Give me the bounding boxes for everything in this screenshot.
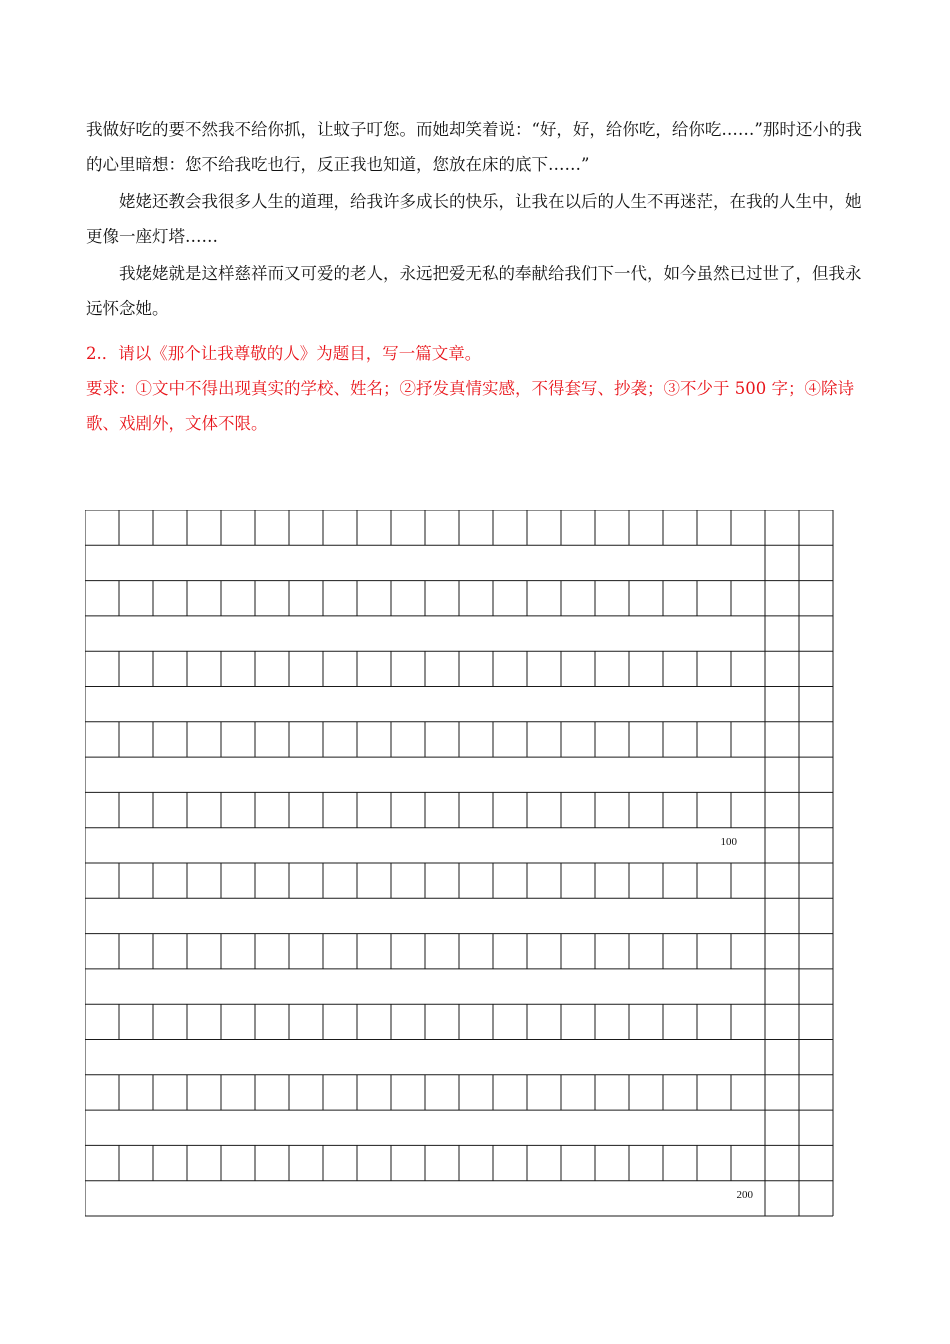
word-count-marker-200: 200: [736, 1189, 753, 1201]
composition-grid: [85, 510, 835, 1218]
word-count-marker-100: 100: [720, 836, 737, 848]
writing-prompt: 2.．请以《那个让我尊敬的人》为题目，写一篇文章。: [86, 344, 482, 363]
passage-paragraph-2: 姥姥还教会我很多人生的道理，给我许多成长的快乐，让我在以后的人生不再迷茫，在我的人生中，她更像一座灯塔……: [86, 192, 862, 246]
passage-paragraph-1: 我做好吃的要不然我不给你抓，让蚊子叮您。而她却笑着说：“好，好，给你吃，给你吃……”那时还小的我的心里暗想：您不给我吃也行，反正我也知道，您放在床的底下……”: [86, 120, 862, 174]
writing-requirements: 要求：①文中不得出现真实的学校、姓名；②抒发真情实感，不得套写、抄袭；③不少于 500 字；④除诗歌、戏剧外，文体不限。: [86, 379, 854, 433]
passage-paragraph-3: 我姥姥就是这样慈祥而又可爱的老人，永远把爱无私的奉献给我们下一代，如今虽然已过世了，但我永远怀念她。: [86, 264, 862, 318]
